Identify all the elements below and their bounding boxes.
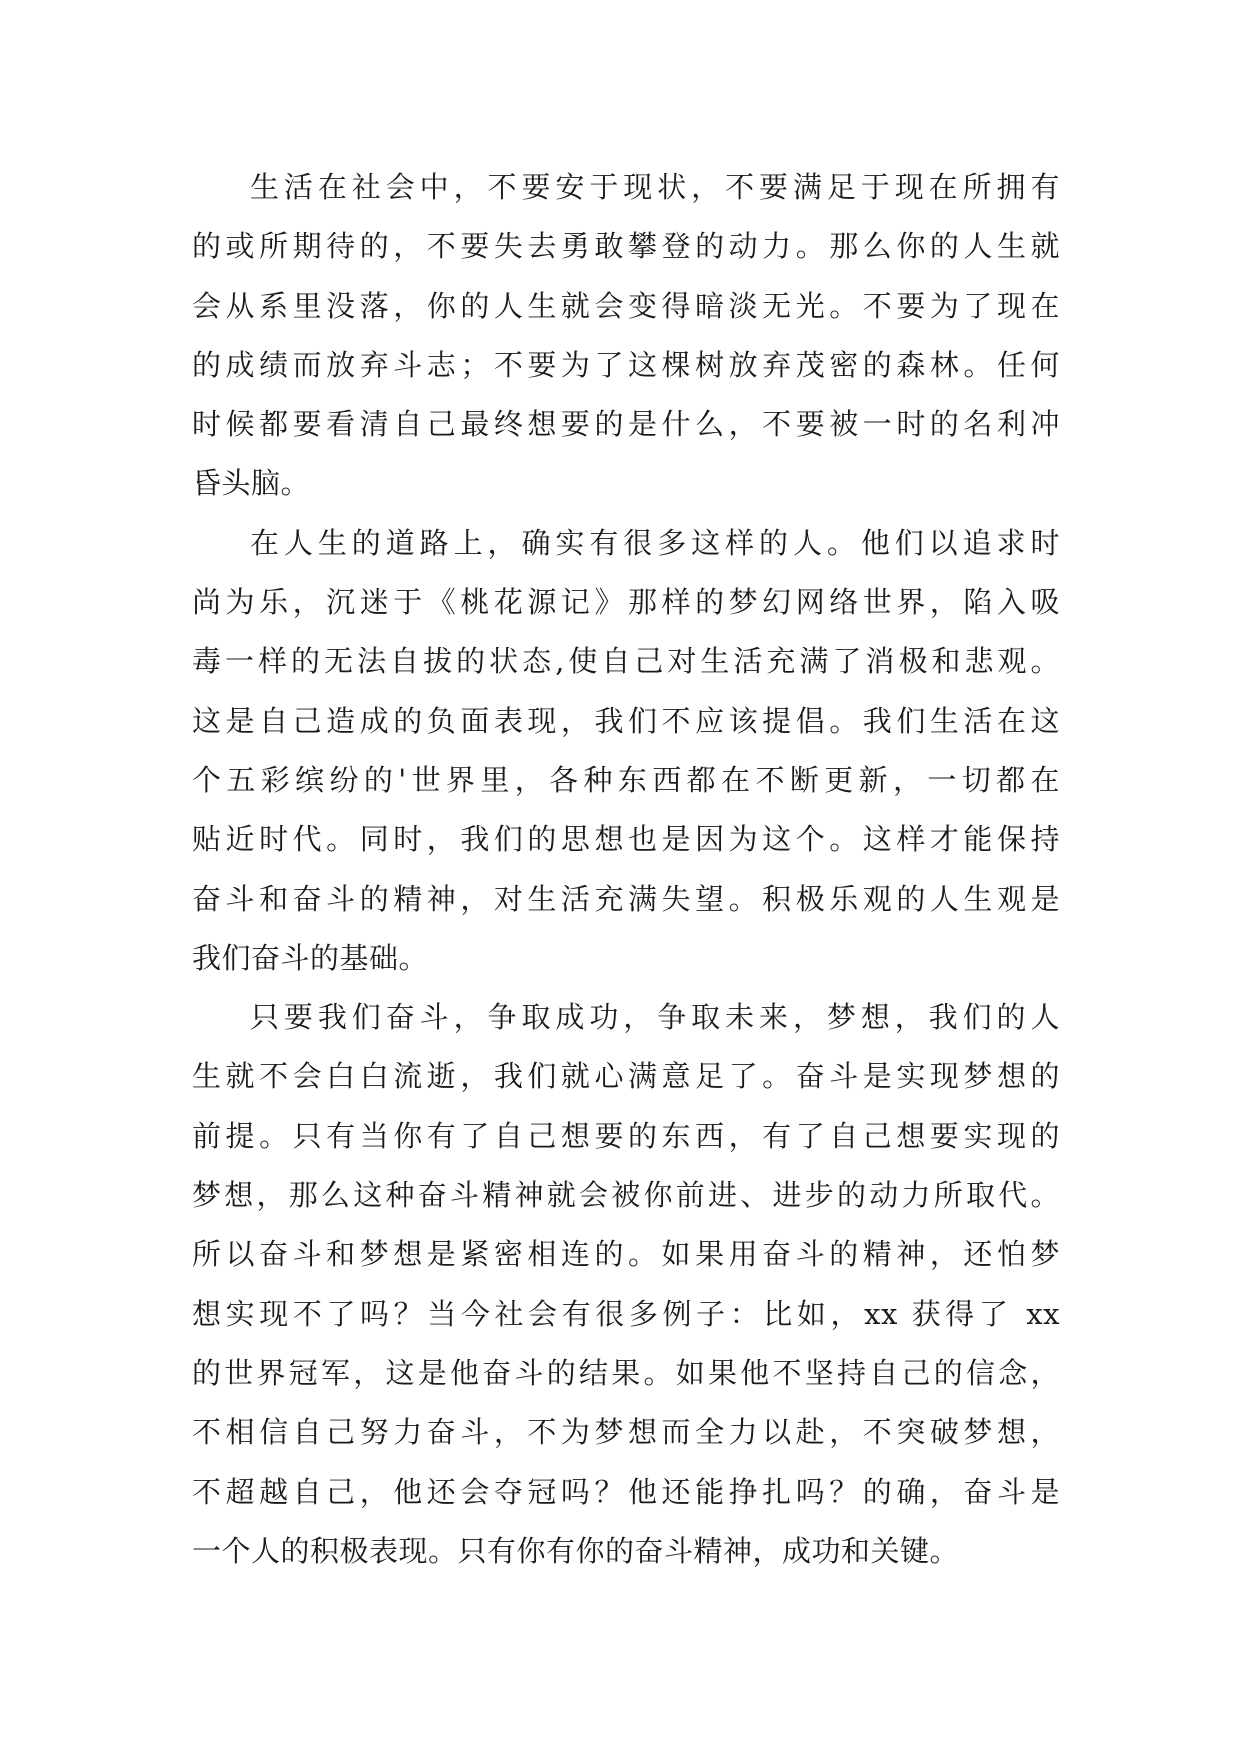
text-line: 尚为乐，沉迷于《桃花源记》那样的梦幻网络世界，陷入吸 bbox=[192, 585, 1060, 620]
text-line: 生活在社会中，不要安于现状，不要满足于现在所拥有 bbox=[250, 170, 1060, 204]
paragraph-2 bbox=[192, 514, 1060, 988]
text-line: 毒一样的无法自拔的状态,使自己对生活充满了消极和悲观。 bbox=[192, 644, 1060, 679]
text-line: 的世界冠军，这是他奋斗的结果。如果他不坚持自己的信念， bbox=[192, 1355, 1060, 1390]
text-line: 梦想，那么这种奋斗精神就会被你前进、进步的动力所取代。 bbox=[192, 1178, 1060, 1213]
document-body bbox=[192, 158, 1060, 1581]
text-line: 在人生的道路上，确实有很多这样的人。他们以追求时 bbox=[250, 525, 1060, 560]
text-line: 前提。只有当你有了自己想要的东西，有了自己想要实现的 bbox=[192, 1118, 1060, 1153]
text-line: 的成绩而放弃斗志；不要为了这棵树放弃茂密的森林。任何 bbox=[192, 347, 1060, 382]
text-line: 贴近时代。同时，我们的思想也是因为这个。这样才能保持 bbox=[192, 822, 1060, 857]
text-line: 不超越自己，他还会夺冠吗？他还能挣扎吗？的确，奋斗是 bbox=[192, 1474, 1060, 1509]
text-line: 想实现不了吗？当今社会有很多例子：比如，xx 获得了 xx bbox=[192, 1296, 1060, 1331]
text-line: 所以奋斗和梦想是紧密相连的。如果用奋斗的精神，还怕梦 bbox=[192, 1237, 1060, 1272]
text-line: 奋斗和奋斗的精神，对生活充满失望。积极乐观的人生观是 bbox=[192, 881, 1060, 916]
text-line: 只要我们奋斗，争取成功，争取未来，梦想，我们的人 bbox=[250, 1000, 1060, 1035]
text-line: 昏头脑。 bbox=[192, 466, 311, 501]
text-line: 一个人的积极表现。只有你有你的奋斗精神，成功和关键。 bbox=[192, 1533, 960, 1568]
paragraph-1 bbox=[192, 158, 1060, 514]
text-line: 个五彩缤纷的'世界里，各种东西都在不断更新，一切都在 bbox=[192, 762, 1060, 797]
paragraph-3 bbox=[192, 988, 1060, 1581]
text-line: 我们奋斗的基础。 bbox=[192, 940, 429, 975]
text-line: 不相信自己努力奋斗，不为梦想而全力以赴，不突破梦想， bbox=[192, 1415, 1060, 1450]
text-line: 会从系里没落，你的人生就会变得暗淡无光。不要为了现在 bbox=[192, 288, 1060, 323]
text-line: 的或所期待的，不要失去勇敢攀登的动力。那么你的人生就 bbox=[192, 229, 1060, 264]
text-line: 时候都要看清自己最终想要的是什么，不要被一时的名利冲 bbox=[192, 407, 1060, 442]
text-line: 这是自己造成的负面表现，我们不应该提倡。我们生活在这 bbox=[192, 703, 1060, 738]
text-line: 生就不会白白流逝，我们就心满意足了。奋斗是实现梦想的 bbox=[192, 1059, 1060, 1094]
